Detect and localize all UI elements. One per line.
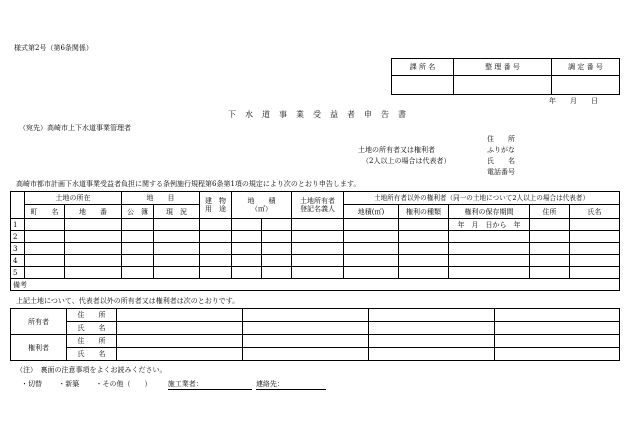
applicant-furigana-label: ふりがな (487, 146, 515, 154)
table-row (11, 255, 620, 267)
cell[interactable] (262, 219, 292, 231)
row-number: 5 (11, 267, 25, 279)
cell[interactable] (344, 219, 399, 231)
cell[interactable] (530, 255, 570, 267)
row-number: 1 (11, 219, 25, 231)
town-header: 町 名 (25, 205, 65, 219)
name-label: 氏 名 (67, 322, 117, 335)
cell[interactable] (232, 255, 262, 267)
row-number: 2 (11, 231, 25, 243)
remarks-cell[interactable] (11, 279, 620, 291)
option-switch[interactable]: ・切替 (21, 380, 42, 388)
contact-field[interactable] (256, 380, 326, 390)
cell[interactable] (292, 267, 344, 279)
cell[interactable] (399, 243, 449, 255)
cell[interactable] (117, 335, 243, 348)
owner-header (292, 192, 344, 219)
cell[interactable] (449, 255, 530, 267)
cell[interactable] (122, 243, 154, 255)
cell[interactable] (122, 255, 154, 267)
cell[interactable] (25, 255, 65, 267)
cell[interactable] (570, 243, 620, 255)
cell[interactable] (154, 231, 200, 243)
cell[interactable] (369, 309, 495, 322)
cell[interactable] (292, 243, 344, 255)
cell[interactable] (369, 348, 495, 361)
holder-address-header: 住所 (530, 205, 570, 219)
cell[interactable] (65, 219, 122, 231)
public-record-header: 公 簿 (122, 205, 154, 219)
cell[interactable] (122, 267, 154, 279)
cell[interactable] (243, 309, 369, 322)
cell[interactable] (243, 322, 369, 335)
addressee: （宛先）高崎市上下水道事業管理者 (19, 124, 131, 132)
lot-header: 地 番 (65, 205, 122, 219)
cell[interactable] (399, 267, 449, 279)
cell[interactable] (369, 322, 495, 335)
row-number: 4 (11, 255, 25, 267)
land-table (10, 191, 620, 291)
cell[interactable] (65, 243, 122, 255)
address-label: 住 所 (67, 309, 117, 322)
office-cell[interactable] (552, 76, 620, 95)
cell[interactable] (344, 267, 399, 279)
cell[interactable] (25, 219, 65, 231)
current-state-header: 現 況 (154, 205, 200, 219)
cell[interactable] (570, 219, 620, 231)
contact-label: 連絡先： (255, 380, 284, 388)
cell[interactable] (232, 219, 262, 231)
area-header (232, 192, 292, 219)
applicant-name-label: 氏 名 (487, 157, 515, 165)
office-cell[interactable] (392, 76, 454, 95)
office-cell[interactable] (454, 76, 552, 95)
cell[interactable] (232, 267, 262, 279)
declaration-text: 高崎市都市計画下水道事業受益者負担に関する条例施行規程第6条第1項の規定により次のとおり申告します。 (16, 180, 361, 188)
cell[interactable] (25, 231, 65, 243)
cell[interactable] (344, 255, 399, 267)
table-row (11, 231, 620, 243)
cell[interactable] (262, 243, 292, 255)
office-header: 課 所 名 (392, 59, 454, 76)
cell[interactable] (369, 335, 495, 348)
building-use-label: 用 途 (205, 205, 226, 213)
cell[interactable] (243, 348, 369, 361)
table-row (11, 243, 620, 255)
applicant-role: 土地の所有者又は権利者 (358, 146, 435, 154)
cell[interactable] (262, 267, 292, 279)
cell[interactable] (399, 255, 449, 267)
cell[interactable] (292, 255, 344, 267)
cell[interactable] (154, 243, 200, 255)
applicant-phone-label: 電話番号 (487, 168, 515, 176)
area-label: 地 積 (247, 197, 276, 205)
building-use-label: 建 物 (205, 197, 226, 205)
area2-header: 地積(㎡) (344, 205, 399, 219)
row-number: 3 (11, 243, 25, 255)
land-location-header: 土地の所在 (25, 192, 122, 205)
cell[interactable] (122, 231, 154, 243)
cell[interactable] (117, 348, 243, 361)
right-type-header: 権利の種類 (399, 205, 449, 219)
row-number-header (11, 192, 25, 219)
cell[interactable] (200, 267, 232, 279)
cell[interactable] (570, 267, 620, 279)
cell[interactable] (570, 231, 620, 243)
cell[interactable] (495, 322, 620, 335)
cell[interactable] (243, 335, 369, 348)
option-other[interactable]: ・その他（ ） (95, 380, 152, 388)
cell[interactable] (262, 231, 292, 243)
cell[interactable] (344, 231, 399, 243)
cell[interactable] (65, 255, 122, 267)
cell[interactable] (399, 219, 449, 231)
table-row (11, 267, 620, 279)
cell[interactable] (154, 267, 200, 279)
cell[interactable] (344, 243, 399, 255)
cell[interactable] (495, 348, 620, 361)
cell[interactable] (232, 243, 262, 255)
date-line: 年 月 日 (549, 97, 598, 105)
notice-text: （注） 裏面の注意事項をよくお読みください。 (16, 366, 167, 374)
remarks-label: 備考 (13, 280, 27, 289)
cell[interactable] (154, 255, 200, 267)
other-owners-note: 上記土地について、代表者以外の所有者又は権利者は次のとおりです。 (16, 297, 240, 305)
owner-label: 登記名義人 (300, 205, 335, 213)
option-new-build[interactable]: ・新築 (58, 380, 80, 388)
cell[interactable] (154, 219, 200, 231)
cell[interactable] (495, 309, 620, 322)
contractor-label: 施工業者： (167, 380, 203, 388)
contractor-field[interactable] (168, 380, 252, 390)
cell[interactable] (117, 309, 243, 322)
office-use-box (391, 58, 620, 95)
cell[interactable] (200, 243, 232, 255)
form-number: 様式第2号（第6条関係） (14, 44, 93, 52)
address-label: 住 所 (67, 335, 117, 348)
cell[interactable] (530, 219, 570, 231)
rights-group-label: 権利者 (11, 335, 67, 361)
cell[interactable] (399, 231, 449, 243)
footer-options (21, 380, 326, 390)
other-owners-table (10, 308, 620, 361)
name-label: 氏 名 (67, 348, 117, 361)
chiku-header: 地 目 (122, 192, 200, 205)
cell[interactable] (449, 243, 530, 255)
cell[interactable] (262, 255, 292, 267)
cell[interactable] (530, 267, 570, 279)
applicant-role-note: （2人以上の場合は代表者） (362, 157, 451, 165)
cell[interactable] (200, 219, 232, 231)
cell[interactable] (200, 231, 232, 243)
applicant-address-label: 住 所 (487, 135, 515, 143)
right-period-header: 権利の保存期間 (449, 205, 530, 219)
cell[interactable] (117, 322, 243, 335)
remarks-row (11, 279, 620, 291)
right-period-cell[interactable]: 年 月 日から 年 (449, 219, 530, 231)
cell[interactable] (65, 231, 122, 243)
area-unit: （㎡） (251, 205, 272, 213)
cell[interactable] (570, 255, 620, 267)
cell[interactable] (25, 243, 65, 255)
holder-name-header: 氏名 (570, 205, 620, 219)
cell[interactable] (449, 231, 530, 243)
cell[interactable] (495, 335, 620, 348)
cell[interactable] (200, 255, 232, 267)
cell[interactable] (232, 231, 262, 243)
cell[interactable] (530, 231, 570, 243)
page-title: 下水道事業受益者申告書 (228, 110, 415, 119)
owner-label: 土地所有者 (300, 197, 335, 205)
owner-group-label: 所有者 (11, 309, 67, 335)
cell[interactable] (292, 231, 344, 243)
cell[interactable] (65, 267, 122, 279)
building-use-header (200, 192, 232, 219)
cell[interactable] (530, 243, 570, 255)
cell[interactable] (25, 267, 65, 279)
office-header: 調 定 番 号 (552, 59, 620, 76)
table-row (11, 219, 620, 231)
other-rights-header: 土地所有者以外の権利者（同一の土地について2人以上の場合は代表者） (344, 192, 620, 205)
cell[interactable] (449, 267, 530, 279)
cell[interactable] (292, 219, 344, 231)
office-header: 整 理 番 号 (454, 59, 552, 76)
cell[interactable] (122, 219, 154, 231)
